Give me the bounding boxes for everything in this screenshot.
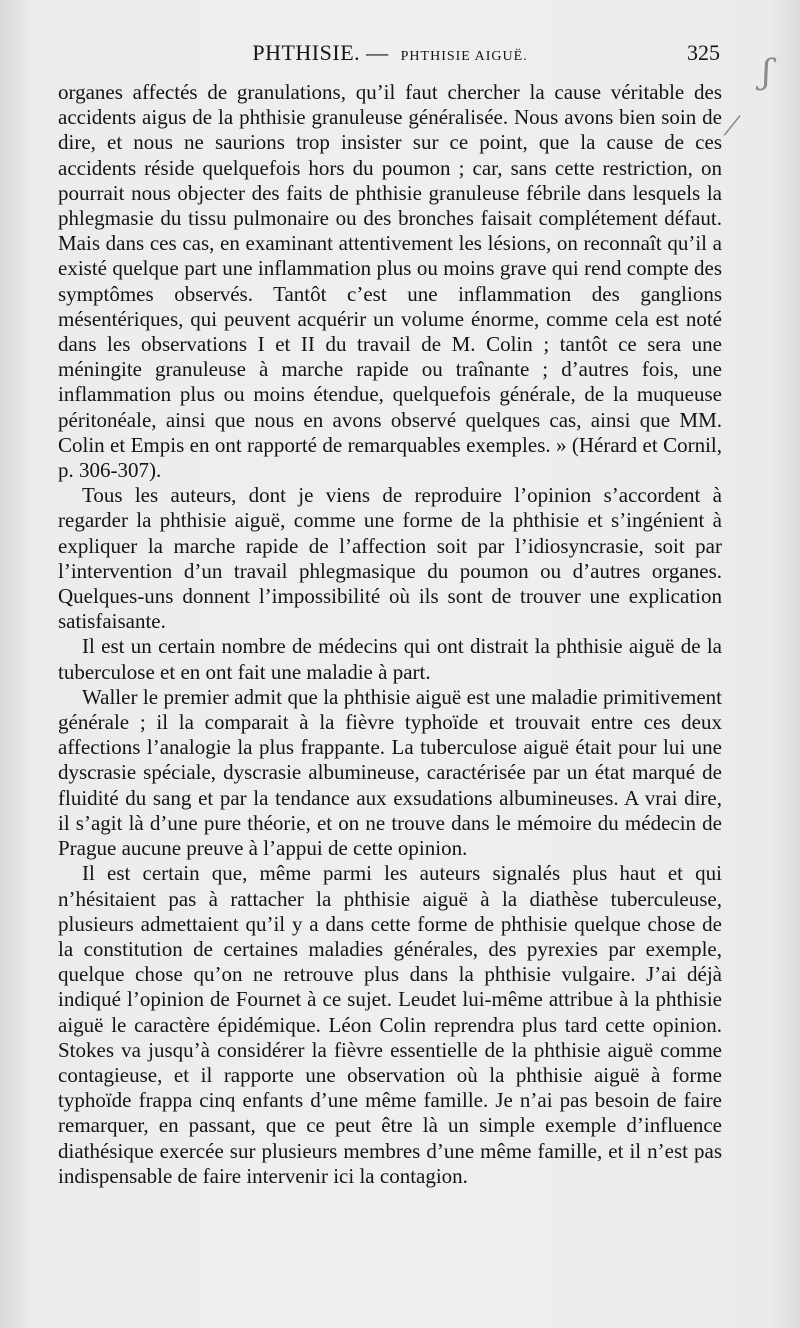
paragraph-3: Il est un certain nombre de médecins qui ont distrait la phthisie aiguë de la tuberculose et en ont fait une maladie à part. <box>58 634 722 684</box>
page-number: 325 <box>687 40 720 65</box>
paragraph-5: Il est certain que, même parmi les auteurs signalés plus haut et qui n’hésitaient pas à rattacher la phthisie aiguë à la diathèse tuberculeuse, plusieurs admettaient qu’il y a dans cette forme de phthisie quelque chose de la constitution de certaines maladies générales, des pyrexies par exemple, quelque chose qu’on ne retrouve plus dans la phthisie vulgaire. J’ai déjà indiqué l’opinion de Fournet à ce sujet. Leudet lui-même attribue à la phthisie aiguë le caractère épidémique. Léon Colin reprendra plus tard cette opinion. Stokes va jusqu’à considérer la fièvre essentielle de la phthisie aiguë comme contagieuse, et il rapporte une observation où la phthisie aiguë à forme typhoïde frappa cinq enfants d’une même famille. Je n’ai pas besoin de faire remarquer, en passant, que ce peut être là un simple exemple d’influence diathésique exercée sur plusieurs membres d’une même famille, et il n’est pas indispensable de faire intervenir ici la contagion. <box>58 861 722 1188</box>
margin-pencil-mark-top: ʃ <box>762 52 772 92</box>
header-subtitle: PHTHISIE AIGUË. <box>400 49 528 64</box>
paragraph-4: Waller le premier admit que la phthisie aiguë est une maladie primitivement générale ; il la comparait à la fièvre typhoïde et trouvait entre ces deux affections l’analogie la plus frappante. La tuberculose aiguë était pour lui une dyscrasie spéciale, dyscrasie albumineuse, caractérisée par un état marqué de fluidité du sang et par la tendance aux exsudations albumineuses. A vrai dire, il s’agit là d’une pure théorie, et on ne trouve dans le mémoire du médecin de Prague aucune preuve à l’appui de cette opinion. <box>58 684 722 861</box>
margin-pencil-mark-right: ⁄ <box>730 112 735 142</box>
paragraph-2: Tous les auteurs, dont je viens de reproduire l’opinion s’accordent à regarder la phthisie aiguë, comme une forme de la phthisie et s’ingénient à expliquer la marche rapide de l’affection soit par l’idiosyncrasie, soit par l’intervention d’un travail phlegmasique du poumon ou d’autres organes. Quelques-uns donnent l’impossibilité où ils sont de trouver une explication satisfaisante. <box>58 483 722 634</box>
running-title <box>60 40 720 66</box>
header-title: PHTHISIE. <box>252 40 361 65</box>
body-text <box>58 80 722 1189</box>
page-header <box>60 40 720 74</box>
header-dash: — <box>366 40 389 65</box>
paragraph-1: organes affectés de granulations, qu’il faut chercher la cause véritable des accidents aigus de la phthisie granuleuse généralisée. Nous avons bien soin de dire, et nous ne saurions trop insister sur ce point, que la cause de ces accidents réside quelquefois hors du poumon ; car, sans cette restriction, on pourrait nous objecter des faits de phthisie granuleuse fébrile dans lesquels la phlegmasie du tissu pulmonaire ou des bronches faisait complétement défaut. Mais dans ces cas, en examinant attentivement les lésions, on reconnaît qu’il a existé quelque part une inflammation plus ou moins grave qui rend compte des symptômes observés. Tantôt c’est une inflammation des ganglions mésentériques, qui peuvent acquérir un volume énorme, comme cela est noté dans les observations I et II du travail de M. Colin ; tantôt ce sera une méningite granuleuse à marche rapide ou traînante ; d’autres fois, une inflammation plus ou moins étendue, quelquefois générale, de la muqueuse péritonéale, ainsi que nous en avons observé quelques cas, ainsi que MM. Colin et Empis en ont rapporté de remarquables exemples. » (Hérard et Cornil, p. 306-307). <box>58 80 722 483</box>
